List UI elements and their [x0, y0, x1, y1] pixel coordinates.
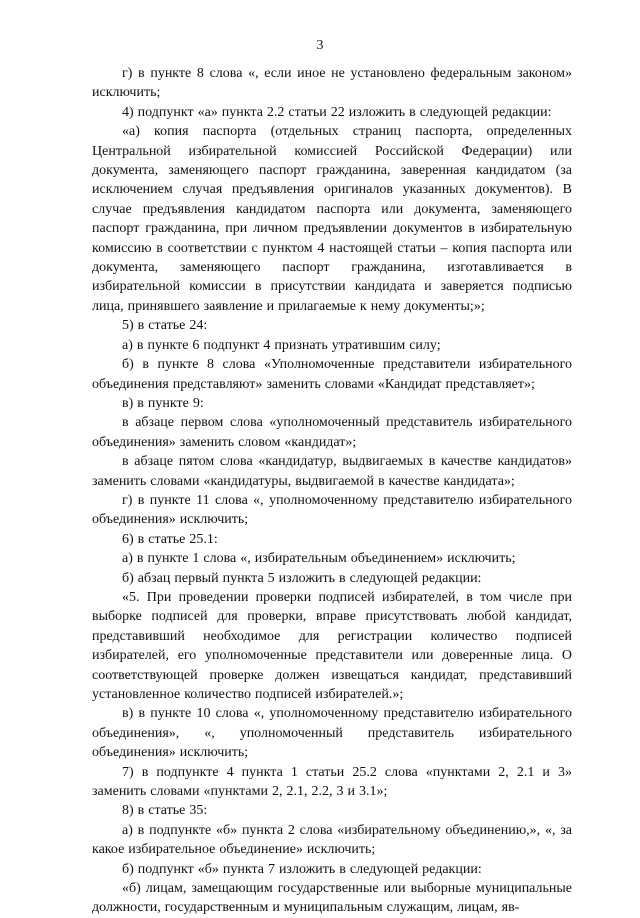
paragraph: а) в подпункте «б» пункта 2 слова «избирательному объединению,», «, за какое избирательное объединение» исключить; — [92, 822, 572, 858]
paragraph: 5) в статье 24: — [122, 318, 208, 334]
paragraph: а) в пункте 6 подпункт 4 признать утратившим силу; — [122, 337, 441, 353]
paragraph: «а) копия паспорта (отдельных страниц паспорта, определенных Центральной избирательной комиссией Российской Федерации) или документа, заменяющего паспорт гражданина, заверенная кандидатом (за исключением случая предъявления оригиналов указанных документов). В случае предъявления кандидатом паспорта или документа, заменяющего паспорт гражданина, при личном предъявлении документов в избирательную комиссию в соответствии с пунктом 4 настоящей статьи – копия паспорта или документа, заменяющего паспорт гражданина, изготавливается в избирательной комиссии в присутствии кандидата и заверяется подписью лица, принявшего заявление и прилагаемые к нему документы;»; — [92, 124, 572, 314]
paragraph: 7) в подпункте 4 пункта 1 статьи 25.2 слова «пунктами 2, 2.1 и 3» заменить словами «пунктами 2, 2.1, 2.2, 3 и 3.1»; — [92, 764, 572, 800]
paragraph: г) в пункте 8 слова «, если иное не установлено федеральным законом» исключить; — [92, 66, 572, 101]
paragraph: в) в пункте 10 слова «, уполномоченному представителю избирательного объединения», «, уполномоченный представитель избирательного объединения» исключить; — [92, 706, 572, 761]
paragraph: в абзаце первом слова «уполномоченный представитель избирательного объединения» заменить словом «кандидат»; — [92, 415, 572, 450]
paragraph: а) в пункте 1 слова «, избирательным объединением» исключить; — [122, 551, 516, 567]
paragraph: г) в пункте 11 слова «, уполномоченному представителю избирательного объединения» исключить; — [92, 492, 572, 528]
paragraph: 6) в статье 25.1: — [122, 531, 218, 547]
paragraph: «б) лицам, замещающим государственные или выборные муниципальные должности, государственным и муниципальным служащим, лицам, яв- — [92, 881, 572, 916]
paragraph: 8) в статье 35: — [122, 803, 208, 819]
page-number: 3 — [316, 38, 324, 53]
paragraph: б) в пункте 8 слова «Уполномоченные представители избирательного объединения представляют» заменить словами «Кандидат представляет»; — [92, 357, 572, 392]
paragraph: 4) подпункт «а» пункта 2.2 статьи 22 изложить в следующей редакции: — [122, 104, 552, 120]
paragraph: б) абзац первый пункта 5 изложить в следующей редакции: — [122, 570, 482, 586]
paragraph: б) подпункт «б» пункта 7 изложить в следующей редакции: — [122, 861, 482, 877]
paragraph: «5. При проведении проверки подписей избирателей, в том числе при выборке подписей для проверки, вправе присутствовать любой кандидат, представивший необходимое для регистрации количество подписей избирателей, его уполномоченные представители или доверенные лица. О соответствующей проверке должен извещаться кандидат, представивший установленное количество подписей избирателей.»; — [92, 589, 572, 702]
paragraph: в абзаце пятом слова «кандидатур, выдвигаемых в качестве кандидатов» заменить словами «кандидатуры, выдвигаемой в качестве кандидата»; — [92, 454, 572, 489]
document-body — [92, 64, 572, 918]
paragraph: в) в пункте 9: — [122, 395, 204, 411]
